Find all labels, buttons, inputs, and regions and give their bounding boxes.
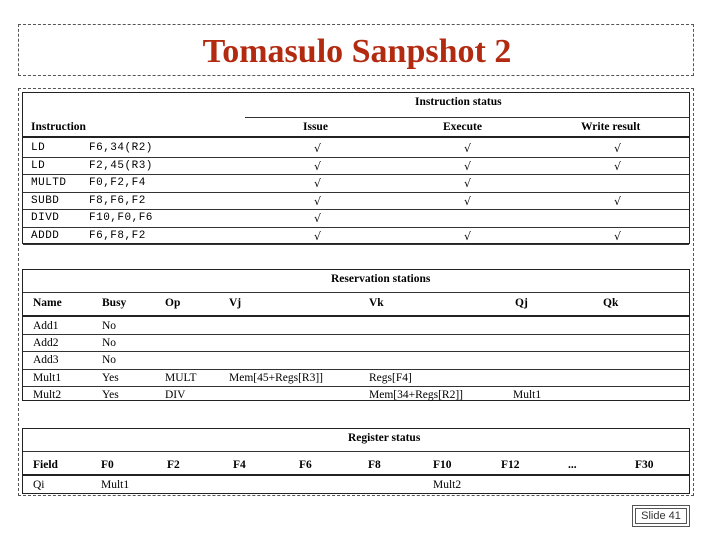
- register-qi-cell: Mult2: [433, 479, 462, 491]
- instruction-args: F10,F0,F6: [89, 212, 153, 224]
- slide-number-box: [632, 505, 690, 527]
- register-field-cell: F12: [501, 459, 520, 471]
- instruction-row: [23, 175, 689, 193]
- issue-check: √: [314, 212, 322, 225]
- register-status-header-rule: [23, 451, 689, 452]
- header-execute: Execute: [443, 121, 482, 133]
- instruction-op: MULTD: [31, 177, 67, 189]
- rs-busy-cell: No: [102, 320, 117, 332]
- execute-check: √: [464, 159, 472, 173]
- write-result-check: √: [614, 194, 622, 208]
- rs-name-cell: Mult2: [33, 388, 62, 401]
- register-status-panel: [22, 428, 690, 494]
- header-vk: Vk: [369, 297, 384, 309]
- rs-row: [23, 387, 689, 404]
- instruction-op: DIVD: [31, 212, 60, 224]
- rs-name-cell: Add1: [33, 320, 59, 332]
- header-name: Name: [33, 297, 62, 309]
- issue-check: √: [314, 177, 322, 190]
- register-field-cell: ...: [568, 459, 577, 471]
- instruction-args: F0,F2,F4: [89, 177, 146, 189]
- register-status-caption: Register status: [348, 432, 421, 444]
- header-qj: Qj: [515, 297, 528, 309]
- instruction-args: F6,F8,F2: [89, 229, 146, 242]
- instruction-row: [23, 228, 689, 246]
- instruction-op: LD: [31, 159, 46, 172]
- instruction-row: [23, 158, 689, 176]
- rs-busy-cell: No: [102, 337, 117, 350]
- header-op: Op: [165, 297, 181, 309]
- instruction-row: [23, 193, 689, 211]
- rs-name-cell: Add2: [33, 337, 59, 350]
- instruction-status-header-rule: [245, 117, 689, 118]
- instruction-row: [23, 140, 689, 158]
- rs-busy-cell: Yes: [102, 371, 119, 384]
- issue-check: √: [314, 159, 322, 173]
- issue-check: √: [314, 142, 322, 155]
- reservation-stations-header-rule: [23, 292, 689, 293]
- register-field-row: [23, 455, 689, 476]
- register-qi-row: [23, 477, 689, 494]
- header-vj: Vj: [229, 297, 242, 309]
- rs-busy-cell: No: [102, 354, 117, 367]
- rs-vj-cell: Mem[45+Regs[R3]]: [229, 371, 323, 384]
- register-field-cell: F6: [299, 459, 312, 471]
- title-box: [18, 24, 694, 76]
- rs-row: [23, 335, 689, 352]
- register-field-cell: F8: [368, 459, 381, 471]
- rs-op-cell: MULT: [165, 371, 197, 384]
- instruction-status-caption: Instruction status: [415, 96, 502, 108]
- register-field-cell: Field: [33, 459, 58, 471]
- rs-row: [23, 318, 689, 335]
- slide-title: Tomasulo Sanpshot 2: [202, 33, 512, 70]
- execute-check: √: [464, 229, 472, 243]
- register-field-cell: F10: [433, 459, 452, 471]
- instruction-op: ADDD: [31, 229, 60, 242]
- header-busy: Busy: [102, 297, 127, 309]
- register-qi-cell: Qi: [33, 479, 45, 491]
- instruction-header-row: [23, 119, 689, 138]
- instruction-args: F2,45(R3): [89, 159, 153, 172]
- write-result-check: √: [614, 229, 622, 243]
- register-field-cell: F4: [233, 459, 246, 471]
- slide-number: Slide 41: [641, 510, 681, 522]
- instruction-status-panel: [22, 92, 690, 244]
- reservation-stations-panel: [22, 269, 690, 401]
- execute-check: √: [464, 142, 472, 155]
- reservation-stations-caption: Reservation stations: [331, 273, 431, 285]
- header-instruction: Instruction: [31, 121, 86, 133]
- register-field-cell: F2: [167, 459, 180, 471]
- instruction-op: LD: [31, 142, 46, 154]
- rs-vk-cell: Regs[F4]: [369, 371, 412, 384]
- header-write-result: Write result: [581, 121, 641, 133]
- instruction-args: F6,34(R2): [89, 142, 153, 154]
- header-qk: Qk: [603, 297, 619, 309]
- rs-busy-cell: Yes: [102, 388, 119, 401]
- rs-row: [23, 370, 689, 387]
- rs-qj-cell: Mult1: [513, 388, 542, 401]
- instruction-row: [23, 210, 689, 228]
- rs-op-cell: DIV: [165, 388, 186, 401]
- write-result-check: √: [614, 142, 622, 155]
- rs-name-cell: Add3: [33, 354, 59, 367]
- register-qi-cell: Mult1: [101, 479, 130, 491]
- execute-check: √: [464, 177, 472, 190]
- issue-check: √: [314, 194, 322, 208]
- register-field-cell: F0: [101, 459, 114, 471]
- execute-check: √: [464, 194, 472, 208]
- register-field-cell: F30: [635, 459, 654, 471]
- rs-row: [23, 352, 689, 369]
- instruction-args: F8,F6,F2: [89, 194, 146, 207]
- rs-vk-cell: Mem[34+Regs[R2]]: [369, 388, 463, 401]
- rs-name-cell: Mult1: [33, 371, 62, 384]
- instruction-op: SUBD: [31, 194, 60, 207]
- rs-header-row: [23, 295, 689, 317]
- write-result-check: √: [614, 159, 622, 173]
- header-issue: Issue: [303, 121, 328, 133]
- issue-check: √: [314, 229, 322, 243]
